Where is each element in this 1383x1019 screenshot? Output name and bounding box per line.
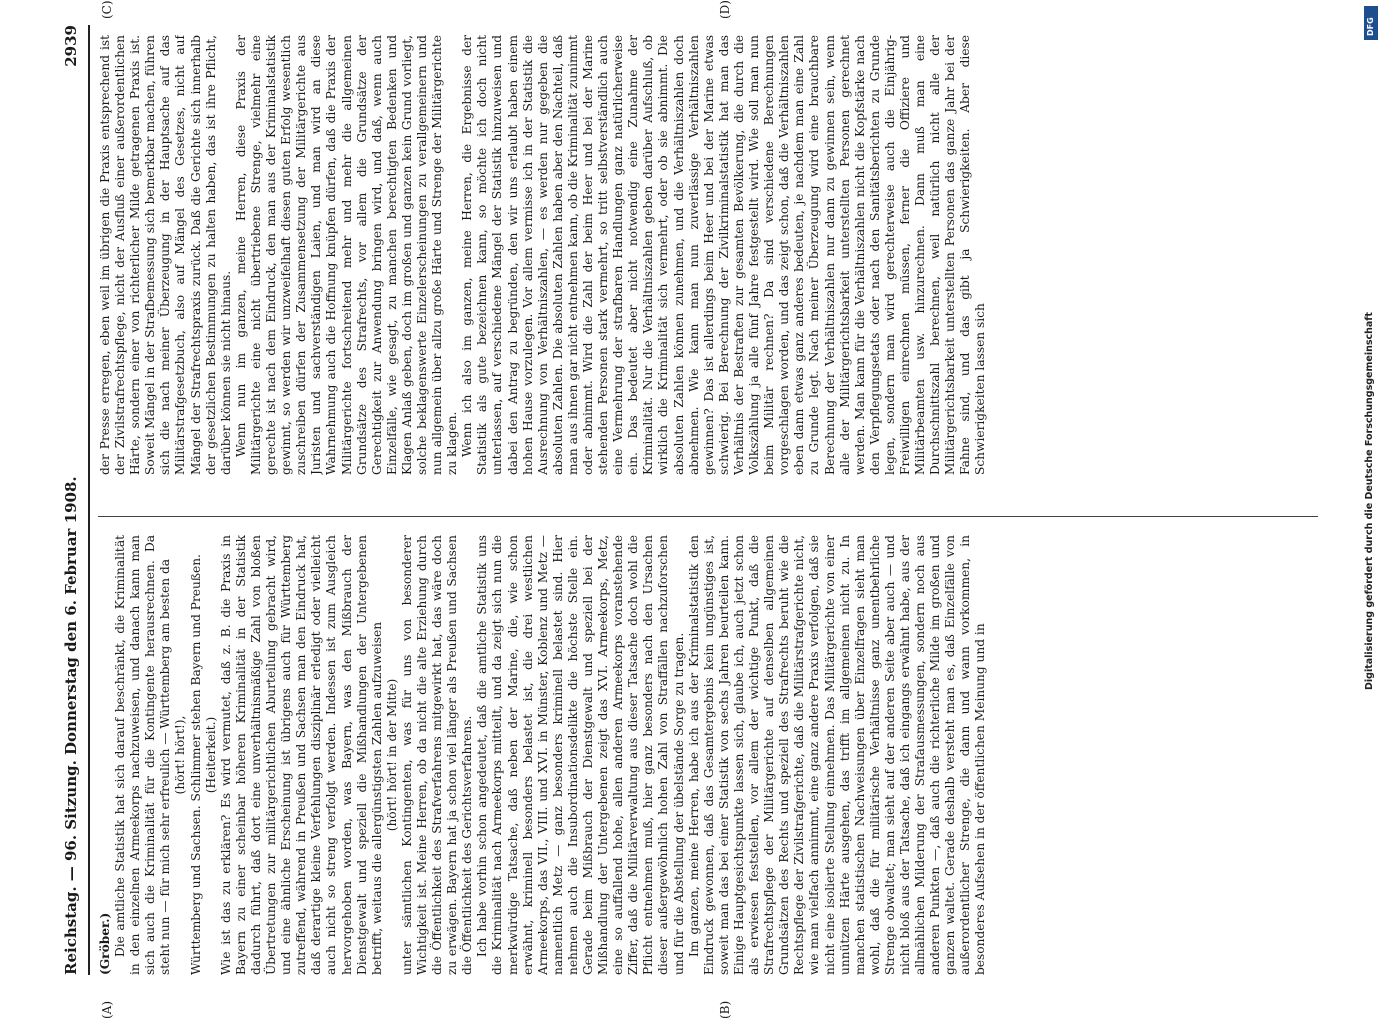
left-column: [98, 535, 1318, 975]
dfg-logo-text: DFG: [1366, 17, 1375, 36]
margin-marker-a: (A): [100, 1000, 114, 1019]
interjection: (hört! hört! in der Mitte): [384, 678, 399, 832]
funding-credit: [1360, 0, 1382, 1000]
margin-marker-d: (D): [718, 0, 732, 19]
funding-credit-text: Digitalisierung gefördert durch die Deutsche Forschungsgemeinschaft: [1364, 312, 1375, 690]
page-number: 2939: [62, 25, 80, 67]
paragraph: Wie ist das zu erklären? Es wird vermutet, daß z. B. die Praxis in Bayern zu einer scheinbar höheren Kriminalität in der Statistik dadurch führt, daß dort eine unverhältnismäßige Zahl von bloßen Übertretungen zur militärgerichtlichen Aburteilung gebracht wird, und eine ähnliche Erscheinung ist übrigens auch für Württemberg zutreffend, während in Preußen und Sachsen man den Eindruck hat, daß derartige kleine Verfehlungen disziplinär erledigt oder vielleicht auch nicht so streng verfolgt werden. Indessen ist zum Ausgleich hervorgehoben worden, was Bayern, was den Mißbrauch der Dienstgewalt und speziell die Mißhandlungen der Untergebenen betrifft, weitaus die allergünstigsten Zahlen aufzuweisen: [218, 535, 384, 975]
paragraph: der Presse erregen, eben weil im übrigen die Praxis entsprechend ist der Zivilstrafrechtspflege, nicht der Ausfluß einer außerordentlichen Härte, sondern einer von richterlicher Milde getragenen Praxis ist. Soweit Mängel in der Strafbemessung sich bemerkbar machen, führen sich die nach meiner Überzeugung in der Hauptsache auf das Militärstrafgesetzbuch, also auf Mängel des Gesetzes, nicht auf Mängel der Strafrechtspraxis zurück. Daß die Gerichte sich innerhalb der gesetzlichen Bestimmungen zu halten haben, das ist ihre Pflicht, darüber können sie nicht hinaus.: [98, 35, 233, 475]
interjection: (Heiterkeit.): [203, 716, 218, 794]
paragraph: unter sämtlichen Kontingenten, was für uns von besonderer Wichtigkeit ist. Meine Herren, ob da nicht die alte Erziehung durch die Öffentlichkeit des Strafverfahrens mitgewirkt hat, das wäre doch zu erwägen. Bayern hat ja schon viel länger als Preußen und Sachsen die Öffentlichkeit des Gerichtsverfahrens.: [399, 535, 475, 975]
paragraph: Im ganzen, meine Herren, habe ich aus der Kriminalstatistik den Eindruck gewonnen, daß das Gesamtergebnis kein ungünstiges ist, soweit man das bei einer Statistik von sechs Jahren beurteilen kann. Einige Hauptgesichtspunkte lassen sich, glaube ich, auch jetzt schon als erwiesen feststellen, vor allem der wichtige Punkt, daß die Strafrechtspflege der Militärgerichte auf denselben allgemeinen Grundsätzen des Rechts und speziell des Strafrechts beruht wie die Rechtspflege der Zivilstrafgerichte, daß die Militärstrafgerichte nicht, wie man vielfach annimmt, eine ganz andere Praxis verfolgen, daß sie nicht eine isolierte Stellung einnehmen. Das Militärgerichte von einer unnützen Härte ausgehen, das trifft im allgemeinen nicht zu. In manchen statistischen Nachweisungen über Einzelfragen sieht man wohl, daß die für militärische Verhältnisse ganz unentbehrliche Strenge obwaltet; man sieht auf der anderen Seite aber auch — und nicht bloß aus der Tatsache, daß ich eingangs erwähnt habe, aus der allmählichen Milderung der Strafausmessungen, sondern noch aus anderen Punkten —, daß auch die richterliche Milde im großen und ganzen waltet. Gerade deshalb versteht man es, daß Einzelfälle von außerordentlicher Strenge, die dann und wann vorkommen, in besonderes Aufsehen in der öffentlichen Meinung und in: [686, 535, 988, 975]
header-title: Reichstag. — 96. Sitzung. Donnerstag den 6. Februar 1908.: [62, 476, 80, 975]
interjection: (hört! hört!),: [173, 715, 188, 795]
header-rule: [88, 25, 90, 975]
margin-marker-b: (B): [718, 1000, 732, 1019]
paragraph: Württemberg und Sachsen. Schlimmer stehen Bayern und Preußen.: [188, 554, 203, 975]
paragraph: Wenn nun im ganzen, meine Herren, diese Praxis der Militärgerichte eine nicht übertriebene Strenge, vielmehr eine gerechte ist nach dem Eindruck, den man aus der Kriminalstatistik gewinnt, so werden wir unzweifelhaft diesen guten Erfolg wesentlich zuschreiben dürfen der Zusammensetzung der Militärgerichte aus Juristen und sachverständigen Laien, und man wird an diese Wahrnehmung auch die Hoffnung knüpfen dürfen, daß die Praxis der Militärgerichte fortschreitend mehr und mehr die allgemeinen Grundsätze des Strafrechts, vor allem die Grundsätze der Gerechtigkeit zur Anwendung bringen wird, und daß, wenn auch Einzelfälle, wie gesagt, zu manchen berechtigten Bedenken und Klagen Anlaß geben, doch im großen und ganzen kein Grund vorliegt, solche beklagenswerte Einzelerscheinungen zu verallgemeinern und nun allgemein über allzu große Härte und Strenge der Militärgerichte zu klagen.: [233, 35, 460, 475]
right-column: [98, 35, 1318, 475]
margin-marker-c: (C): [100, 0, 114, 19]
paragraph: Ich habe vorhin schon angedeutet, daß die amtliche Statistik uns die Kriminalität nach Armeekorps mitteilt, und da zeigt sich nun die merkwürdige Tatsache, daß neben der Marine, die, wie schon erwähnt, kriminell besonders belastet ist, die drei westlichen Armeekorps, das VII., VIII. und XVI. in Münster, Koblenz und Metz — namentlich Metz — ganz besonders kriminell belastet sind. Hier nehmen auch die Insubordinationsdelikte die höchste Stelle ein. Gerade beim Mißbrauch der Dienstgewalt und speziell bei der Mißhandlung der Untergebenen zeigt das XVI. Armeekorps, Metz, eine so auffallend hohe, allen anderen Armeekorps voranstehende Ziffer, daß die Militärverwaltung aus dieser Tatsache doch wohl die Pflicht entnehmen muß, hier ganz besonders nach den Ursachen dieser außergewöhnlich hohen Zahl von Straffällen nachzuforschen und für die Abstellung der übelstände Sorge zu tragen.: [475, 535, 686, 975]
column-divider: [98, 516, 1318, 517]
paragraph: Die amtliche Statistik hat sich darauf beschränkt, die Kriminalität in den einzelnen Armeekorps nachzuweisen, und danach kann man sich auch die Kriminalität für die Kontingente herausrechnen. Da steht nun — für mich sehr erfreulich — Württemberg am besten da: [113, 535, 173, 975]
rotated-page-content: [58, 0, 1328, 1019]
paragraph: Wenn ich also im ganzen, meine Herren, die Ergebnisse der Statistik als gute bezeichnen kann, so möchte ich doch nicht unterlassen, auf verschiedene Mängel der Statistik hinzuweisen und dabei den Antrag zu begründen, den wir uns erlaubt haben einem hohen Hause vorzulegen. Vor allem vermisse ich in der Statistik die Ausrechnung von Verhältniszahlen, — es werden nur gegeben die absoluten Zahlen. Die absoluten Zahlen haben aber den Nachteil, daß man aus ihnen gar nicht entnehmen kann, ob die Kriminalität zunimmt oder abnimmt. Wird die Zahl der beim Heer und bei der Marine stehenden Personen stark vermehrt, so tritt selbstverständlich auch eine Vermehrung der strafbaren Handlungen ganz natürlicherweise ein. Das bedeutet aber nicht notwendig eine Zunahme der Kriminalität. Nur die Verhältniszahlen geben darüber Aufschluß, ob wirklich die Kriminalität sich vermehrt, oder ob sie abnimmt. Die absoluten Zahlen können zunehmen, und die Verhältniszahlen doch abnehmen. Wie kann man nun zuverlässige Verhältniszahlen gewinnen? Das ist allerdings beim Heer und bei der Marine etwas schwierig. Bei Berechnung der Zivilkriminalstatistik hat man das Verhältnis der Bestraften zur gesamten Bevölkerung, die durch die Volkszählung ja alle fünf Jahre festgestellt wird. Wie soll man nun beim Militär rechnen? Da sind verschiedene Berechnungen vorgeschlagen worden, und das zeigt schon, daß die Verhältniszahlen eben dann etwas ganz anderes bedeuten, je nachdem man eine Zahl zu Grunde legt. Nach meiner Überzeugung wird eine brauchbare Berechnung der Verhältniszahlen nur dann zu gewinnen sein, wenn alle der Militärgerichtsbarkeit unterstellten Personen gerechnet werden. Man kann für die Verhältniszahlen nicht die Kopfstärke nach den Verpflegungsetats oder nach den Sanitätsberichten zu Grunde legen, sondern man wird gerechterweise auch die Einjährig-Freiwilligen einrechnen müssen, ferner die Offiziere und Militärbeamten usw. hinzurechnen. Dann muß man eine Durchschnittszahl berechnen, weil natürlich nicht alle der Militärgerichtsbarkeit unterstellten Personen das ganze Jahr bei der Fahne sind, und das gibt ja Schwierigkeiten. Aber diese Schwierigkeiten lassen sich: [460, 35, 988, 475]
page-header: [58, 25, 88, 975]
speaker-label: (Gröber.): [98, 912, 112, 975]
